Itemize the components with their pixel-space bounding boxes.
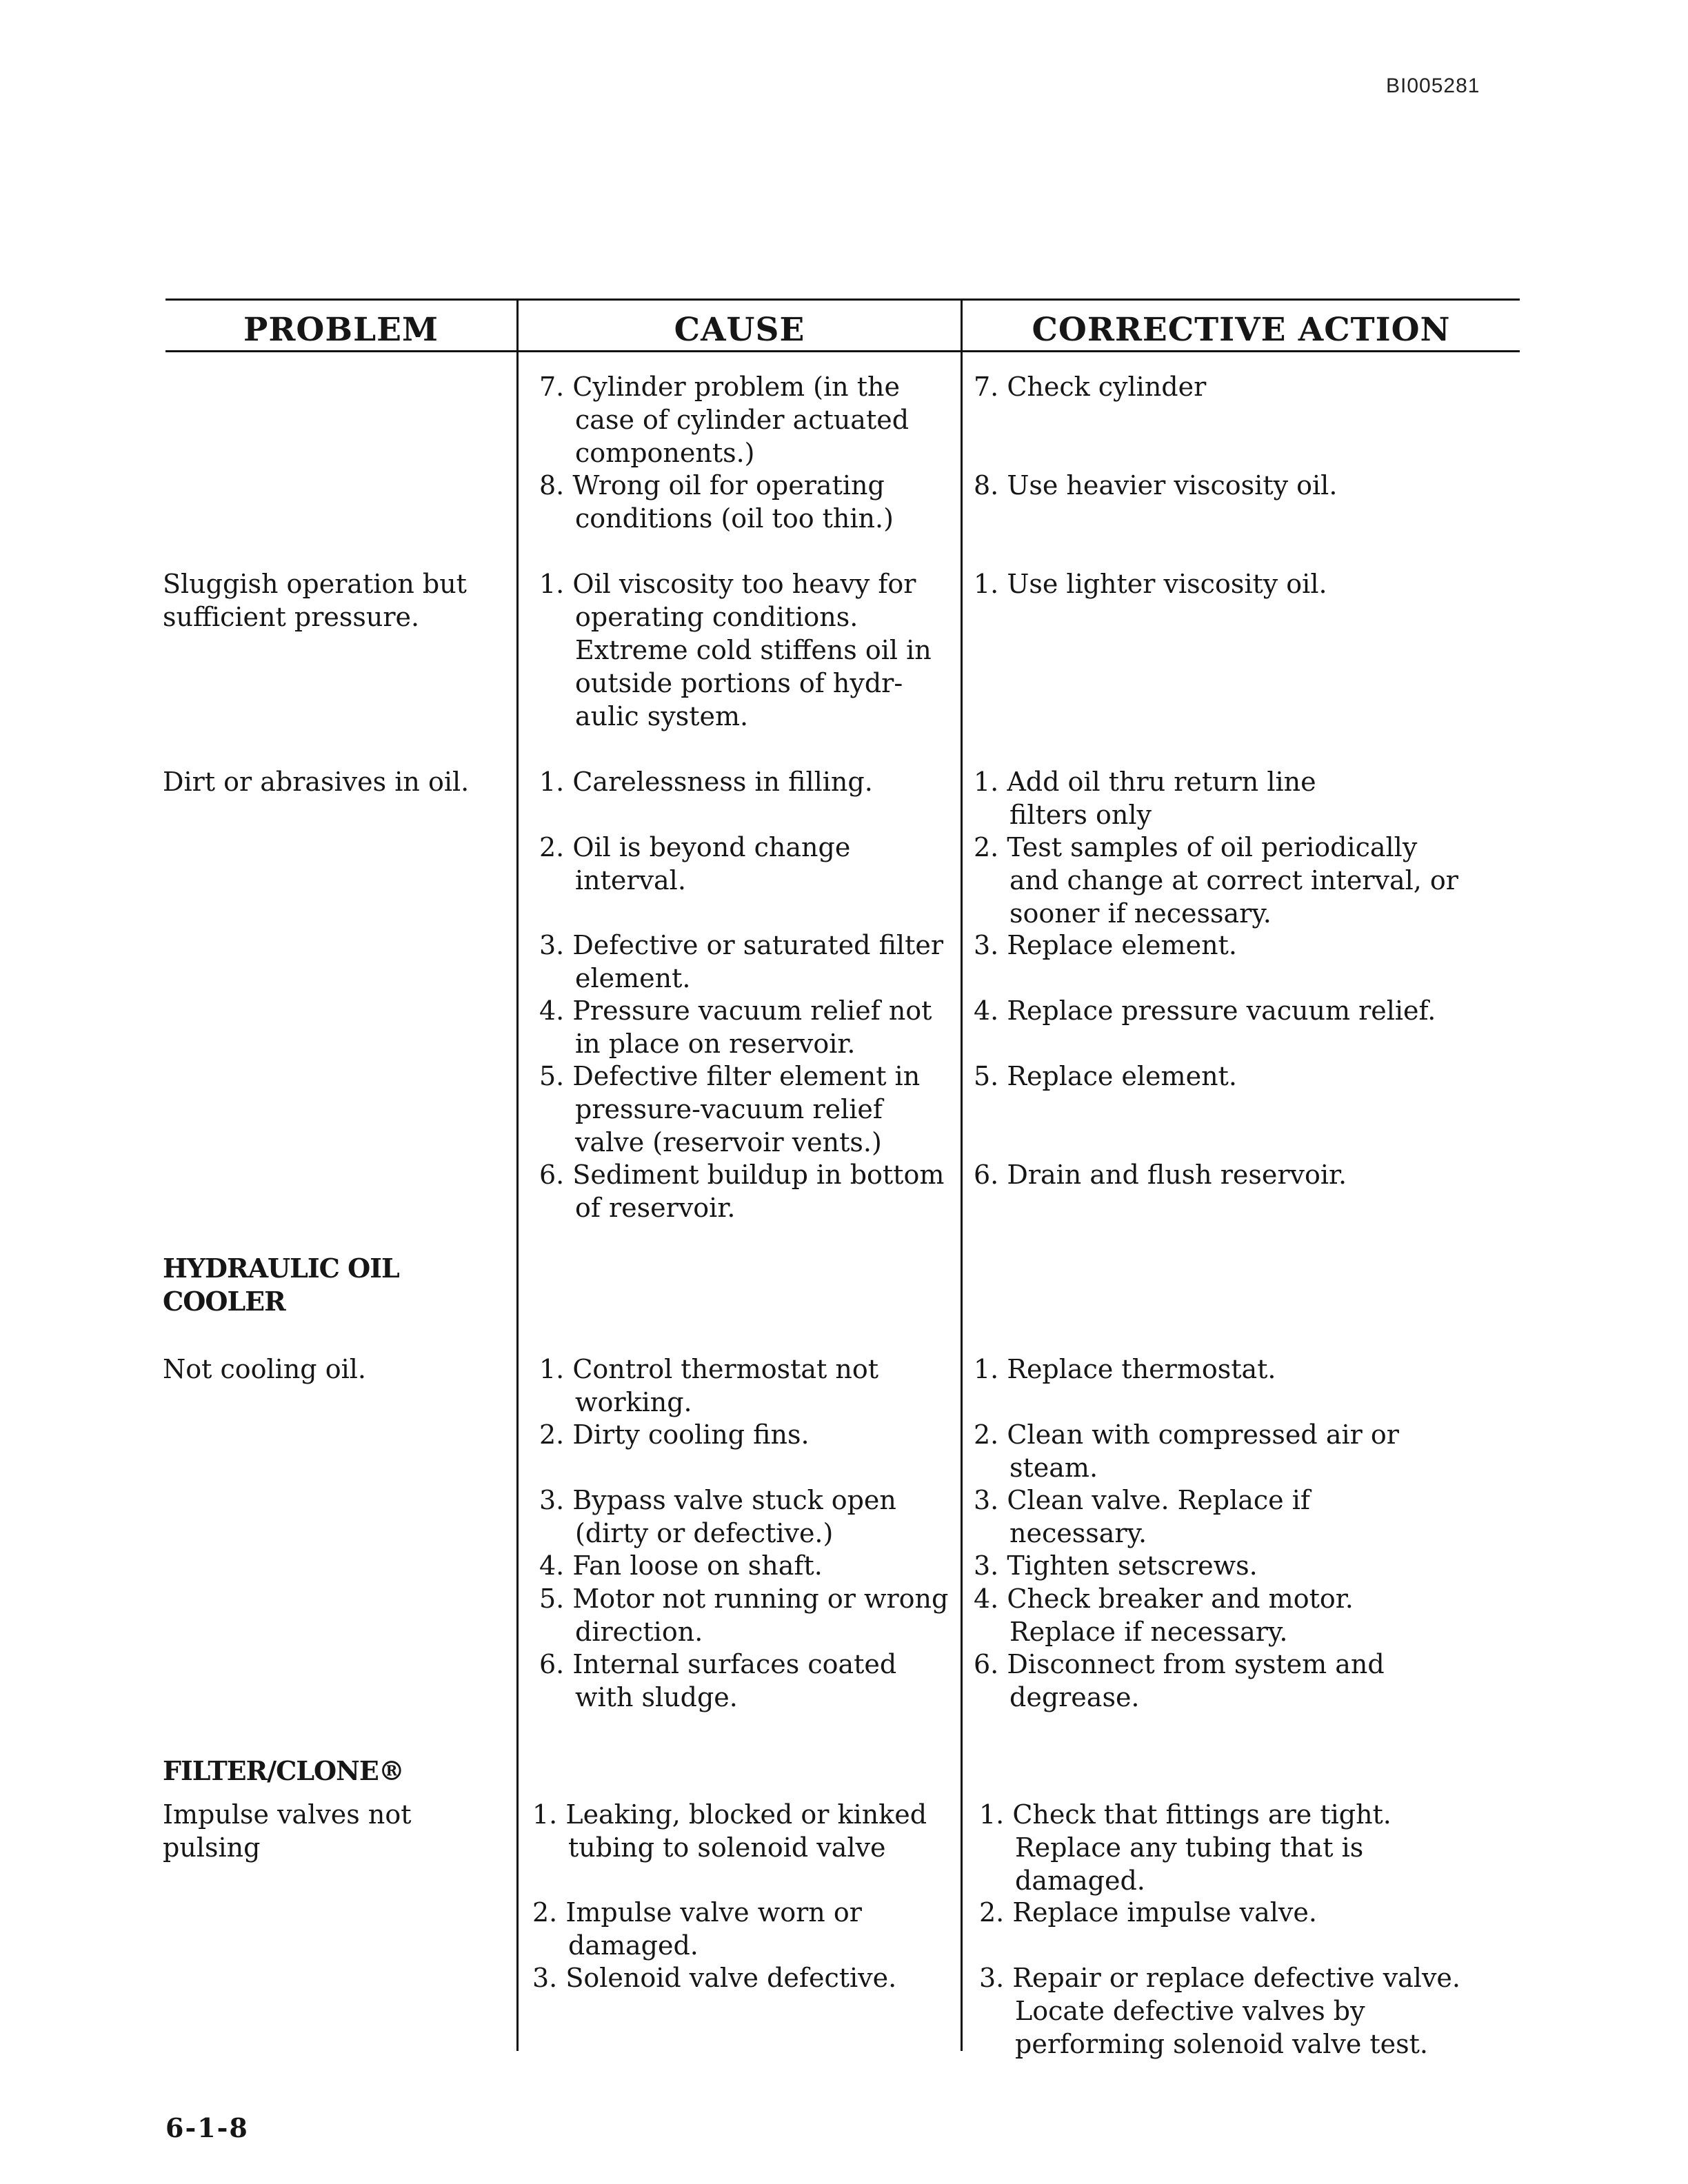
- cause-list-item: 3. Solenoid valve defective.: [532, 1963, 897, 1993]
- cause-list-item: 2. Impulse valve worn or damaged.: [532, 1897, 862, 1961]
- action-list-item: 8. Use heavier viscosity oil.: [974, 470, 1338, 501]
- column-divider-left: [516, 299, 519, 2051]
- cause-list-item: 1. Control thermostat not working.: [539, 1354, 879, 1417]
- cause-list-item: 7. Cylinder problem (in the case of cylinder actuated components.): [539, 372, 910, 468]
- action-list-item: 7. Check cylinder: [974, 372, 1207, 402]
- cause-list-item: 6. Sediment buildup in bottom of reservoir.: [539, 1160, 945, 1223]
- action-list-item: 1. Check that fittings are tight. Replace any tubing that is damaged.: [979, 1799, 1391, 1896]
- cause-list-item: 5. Defective filter element in pressure-vacuum relief valve (reservoir vents.): [539, 1061, 921, 1157]
- cause-list-item: 3. Defective or saturated filter element.: [539, 930, 944, 993]
- action-list-item: 5. Replace element.: [974, 1061, 1237, 1091]
- cause-list-item: 4. Fan loose on shaft.: [539, 1550, 823, 1581]
- problem-impulse-valves: Impulse valves not pulsing: [163, 1799, 412, 1863]
- problem-sluggish-operation: Sluggish operation but sufficient pressure.: [163, 569, 467, 632]
- cause-list-item: 4. Pressure vacuum relief not in place on reservoir.: [539, 995, 932, 1059]
- page-number: 6-1-8: [165, 2112, 249, 2143]
- cause-list-item: 1. Leaking, blocked or kinked tubing to solenoid valve: [532, 1799, 927, 1863]
- action-list-item: 2. Replace impulse valve.: [979, 1897, 1317, 1928]
- action-list-item: 1. Use lighter viscosity oil.: [974, 569, 1327, 599]
- section-filter-clone: FILTER/CLONE®: [163, 1755, 404, 1786]
- problem-dirt-in-oil: Dirt or abrasives in oil.: [163, 767, 470, 797]
- action-list-item: 3. Clean valve. Replace if necessary.: [974, 1485, 1310, 1548]
- section-hydraulic-oil-cooler: HYDRAULIC OIL COOLER: [163, 1253, 399, 1317]
- cause-list-item: 3. Bypass valve stuck open (dirty or defective.): [539, 1485, 896, 1548]
- cause-list-item: 1. Carelessness in filling.: [539, 767, 873, 797]
- header-corrective-action: CORRECTIVE ACTION: [1032, 311, 1451, 349]
- action-list-item: 2. Test samples of oil periodically and change at correct interval, or sooner if necessary.: [974, 832, 1458, 929]
- cause-list-item: 8. Wrong oil for operating conditions (oil too thin.): [539, 470, 894, 534]
- action-list-item: 3. Repair or replace defective valve. Locate defective valves by performing solenoid valve test.: [979, 1963, 1460, 2059]
- action-list-item: 6. Disconnect from system and degrease.: [974, 1649, 1385, 1712]
- header-cause: CAUSE: [674, 311, 805, 349]
- cause-list-item: 1. Oil viscosity too heavy for operating conditions. Extreme cold stiffens oil in outside portions of hydr- aulic system.: [539, 569, 932, 731]
- header-problem: PROBLEM: [243, 311, 439, 349]
- action-list-item: 3. Tighten setscrews.: [974, 1550, 1258, 1581]
- action-list-item: 4. Check breaker and motor. Replace if necessary.: [974, 1584, 1354, 1647]
- action-list-item: 1. Replace thermostat.: [974, 1354, 1276, 1384]
- action-list-item: 6. Drain and flush reservoir.: [974, 1160, 1347, 1190]
- action-list-item: 1. Add oil thru return line filters only: [974, 767, 1316, 830]
- action-list-item: 3. Replace element.: [974, 930, 1237, 960]
- table-top-rule: [165, 299, 1520, 301]
- cause-list-item: 5. Motor not running or wrong direction.: [539, 1584, 949, 1647]
- problem-not-cooling-oil: Not cooling oil.: [163, 1354, 366, 1384]
- cause-list-item: 2. Oil is beyond change interval.: [539, 832, 851, 896]
- action-list-item: 2. Clean with compressed air or steam.: [974, 1419, 1399, 1483]
- cause-list-item: 2. Dirty cooling fins.: [539, 1419, 810, 1450]
- column-divider-right: [961, 299, 963, 2051]
- cause-list-item: 6. Internal surfaces coated with sludge.: [539, 1649, 897, 1712]
- action-list-item: 4. Replace pressure vacuum relief.: [974, 995, 1436, 1026]
- document-id: BI005281: [1386, 74, 1480, 97]
